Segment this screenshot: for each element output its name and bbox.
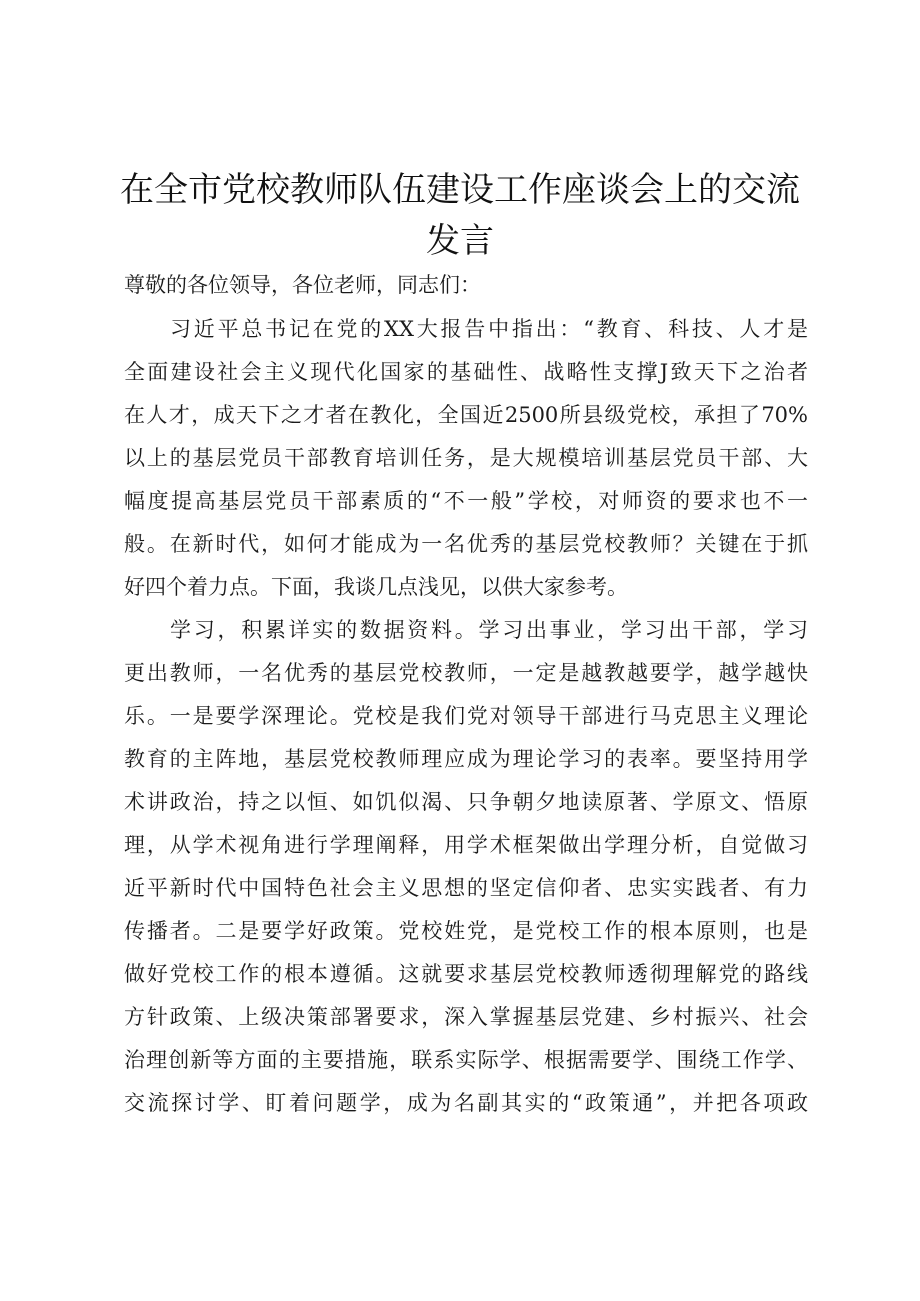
paragraph-2-line: 方针政策、上级决策部署要求，深入掌握基层党建、乡村振兴、社会	[124, 1005, 808, 1029]
paragraph-2-line: 做好党校工作的根本遵循。这就要求基层党校教师透彻理解党的路线	[124, 962, 808, 986]
paragraph-1-line: 以上的基层党员干部教育培训任务，是大规模培训基层党员干部、大	[124, 446, 808, 470]
paragraph-1-line: 好四个着力点。下面，我谈几点浅见，以供大家参考。	[124, 575, 628, 599]
paragraph-2-line: 治理创新等方面的主要措施，联系实际学、根据需要学、围绕工作学、	[124, 1048, 808, 1072]
paragraph-2-line: 交流探讨学、盯着问题学，成为名副其实的“政策通”，并把各项政	[124, 1091, 808, 1115]
paragraph-2-line: 教育的主阵地，基层党校教师理应成为理论学习的表率。要坚持用学	[124, 747, 808, 771]
paragraph-1-line: 习近平总书记在党的XX大报告中指出：“教育、科技、人才是	[170, 317, 808, 341]
paragraph-1-line: 般。在新时代，如何才能成为一名优秀的基层党校教师？关键在于抓	[124, 532, 808, 556]
paragraph-1-line: 在人才，成天下之才者在教化，全国近2500所县级党校，承担了70%	[124, 403, 808, 427]
paragraph-2-line: 术讲政治，持之以恒、如饥似渴、只争朝夕地读原著、学原文、悟原	[124, 790, 808, 814]
salutation: 尊敬的各位领导，各位老师，同志们：	[124, 273, 481, 297]
paragraph-2-line: 传播者。二是要学好政策。党校姓党，是党校工作的根本原则，也是	[124, 919, 808, 943]
document-title-line-1: 在全市党校教师队伍建设工作座谈会上的交流	[120, 170, 800, 210]
document-title-line-2: 发言	[426, 221, 494, 261]
paragraph-1-line: 全面建设社会主义现代化国家的基础性、战略性支撑J致天下之治者	[124, 360, 808, 384]
paragraph-2-line: 乐。一是要学深理论。党校是我们党对领导干部进行马克思主义理论	[124, 704, 808, 728]
paragraph-1-line: 幅度提高基层党员干部素质的“不一般”学校，对师资的要求也不一	[124, 489, 808, 513]
paragraph-2-line: 学习，积累详实的数据资料。学习出事业，学习出干部，学习	[170, 618, 808, 642]
paragraph-2-line: 理，从学术视角进行学理阐释，用学术框架做出学理分析，自觉做习	[124, 833, 808, 857]
paragraph-2-line: 更出教师，一名优秀的基层党校教师，一定是越教越要学，越学越快	[124, 661, 808, 685]
paragraph-2-line: 近平新时代中国特色社会主义思想的坚定信仰者、忠实实践者、有力	[124, 876, 808, 900]
